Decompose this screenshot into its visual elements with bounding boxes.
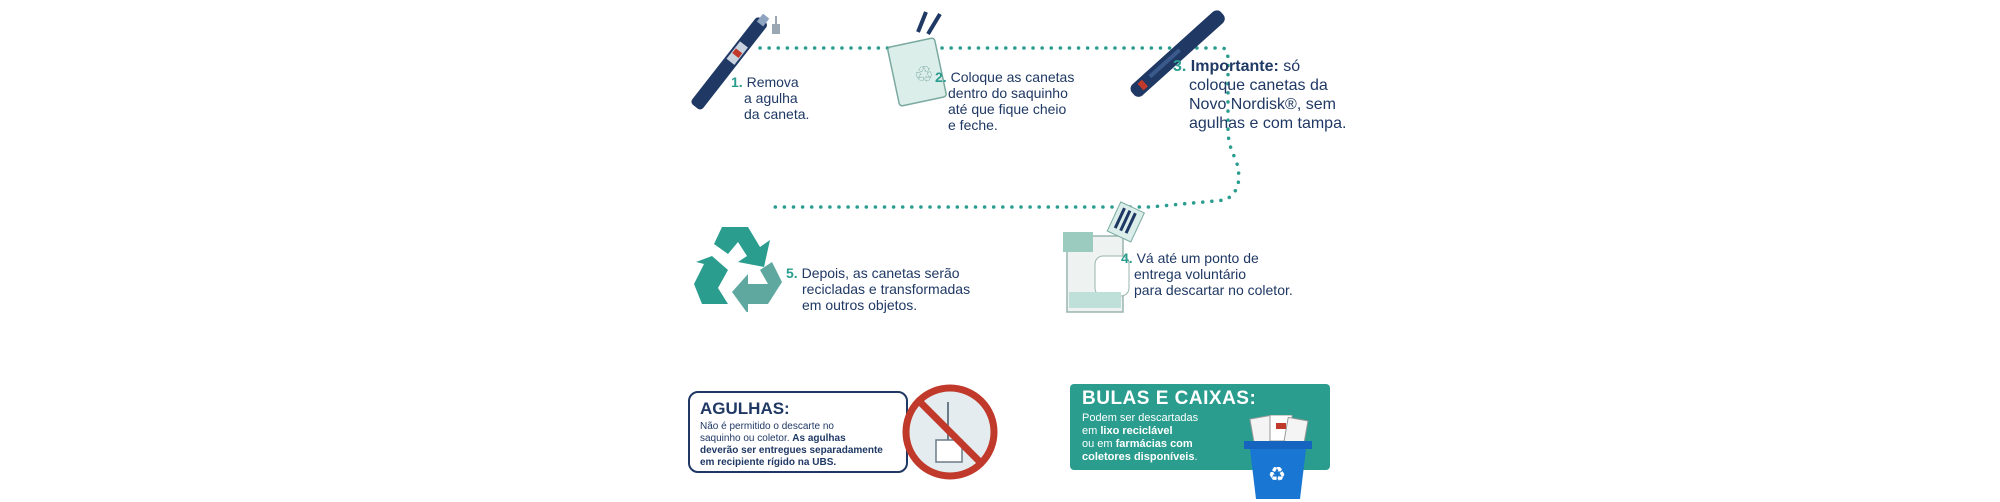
leaflets-text bbox=[1082, 412, 1242, 464]
step-4-line-1: Vá até um ponto de bbox=[1136, 250, 1259, 266]
needles-card bbox=[688, 391, 908, 473]
step-2-number: 2. bbox=[935, 69, 947, 85]
needles-bold-2: deverão ser entregues separadamente bbox=[700, 445, 883, 456]
leaflets-text-1: Podem ser descartadas bbox=[1082, 412, 1199, 424]
needles-text-1: Não é permitido o descarte no bbox=[700, 421, 834, 432]
step-4-number: 4. bbox=[1121, 250, 1133, 266]
step-1-text bbox=[731, 74, 809, 122]
step-4-text bbox=[1121, 250, 1293, 298]
step-5-line-1: Depois, as canetas serão bbox=[801, 265, 960, 281]
leaflets-text-2a: em bbox=[1082, 425, 1101, 437]
step-3-line-4: agulhas e com tampa. bbox=[1189, 115, 1347, 132]
leaflets-title: BULAS E CAIXAS: bbox=[1082, 388, 1257, 409]
step-5-number: 5. bbox=[786, 265, 798, 281]
svg-text:♻: ♻ bbox=[1268, 462, 1286, 486]
step-1-line-1: Remova bbox=[746, 74, 799, 90]
step-5-line-3: em outros objetos. bbox=[802, 297, 918, 313]
needles-text bbox=[700, 421, 900, 469]
step-1-number: 1. bbox=[731, 74, 743, 90]
step-3-line-3: Novo Nordisk®, sem bbox=[1189, 96, 1336, 113]
step-2-line-4: e feche. bbox=[948, 117, 998, 133]
step-3-important: Importante: bbox=[1190, 58, 1279, 75]
leaflets-text-4b: coletores disponíveis bbox=[1082, 451, 1195, 463]
svg-text:♲: ♲ bbox=[914, 63, 934, 88]
step-4-line-3: para descartar no coletor. bbox=[1134, 282, 1293, 298]
leaflets-text-4c: . bbox=[1194, 451, 1198, 463]
step-5-text bbox=[786, 265, 970, 313]
step-2-line-2: dentro do saquinho bbox=[948, 85, 1068, 101]
step-3-line-1: só bbox=[1283, 58, 1301, 75]
step-4-line-2: entrega voluntário bbox=[1134, 266, 1247, 282]
needles-title: AGULHAS: bbox=[700, 399, 790, 418]
step-1-line-2: a agulha bbox=[744, 90, 798, 106]
step-3-line-2: coloque canetas da bbox=[1189, 77, 1328, 94]
leaflets-text-3b: farmácias com bbox=[1115, 438, 1193, 450]
step-1-line-3: da caneta. bbox=[744, 106, 810, 122]
step-2-line-1: Coloque as canetas bbox=[950, 69, 1075, 85]
leaflets-text-3a: ou em bbox=[1082, 438, 1116, 450]
step-2-text bbox=[935, 69, 1074, 133]
needles-bold-1: As agulhas bbox=[792, 433, 846, 444]
step-3-number: 3. bbox=[1173, 58, 1187, 75]
step-5-line-2: recicladas e transformadas bbox=[802, 281, 971, 297]
needles-bold-3: em recipiente rígido na UBS. bbox=[700, 457, 837, 468]
step-2-line-3: até que fique cheio bbox=[948, 101, 1067, 117]
no-needle-icon bbox=[900, 382, 1000, 482]
step-3-text bbox=[1173, 57, 1346, 133]
leaflets-text-2b: lixo reciclável bbox=[1100, 425, 1173, 437]
needles-text-2: saquinho ou coletor. bbox=[700, 433, 790, 444]
recycling-bin-icon bbox=[1240, 415, 1320, 499]
recycle-icon bbox=[692, 222, 784, 312]
